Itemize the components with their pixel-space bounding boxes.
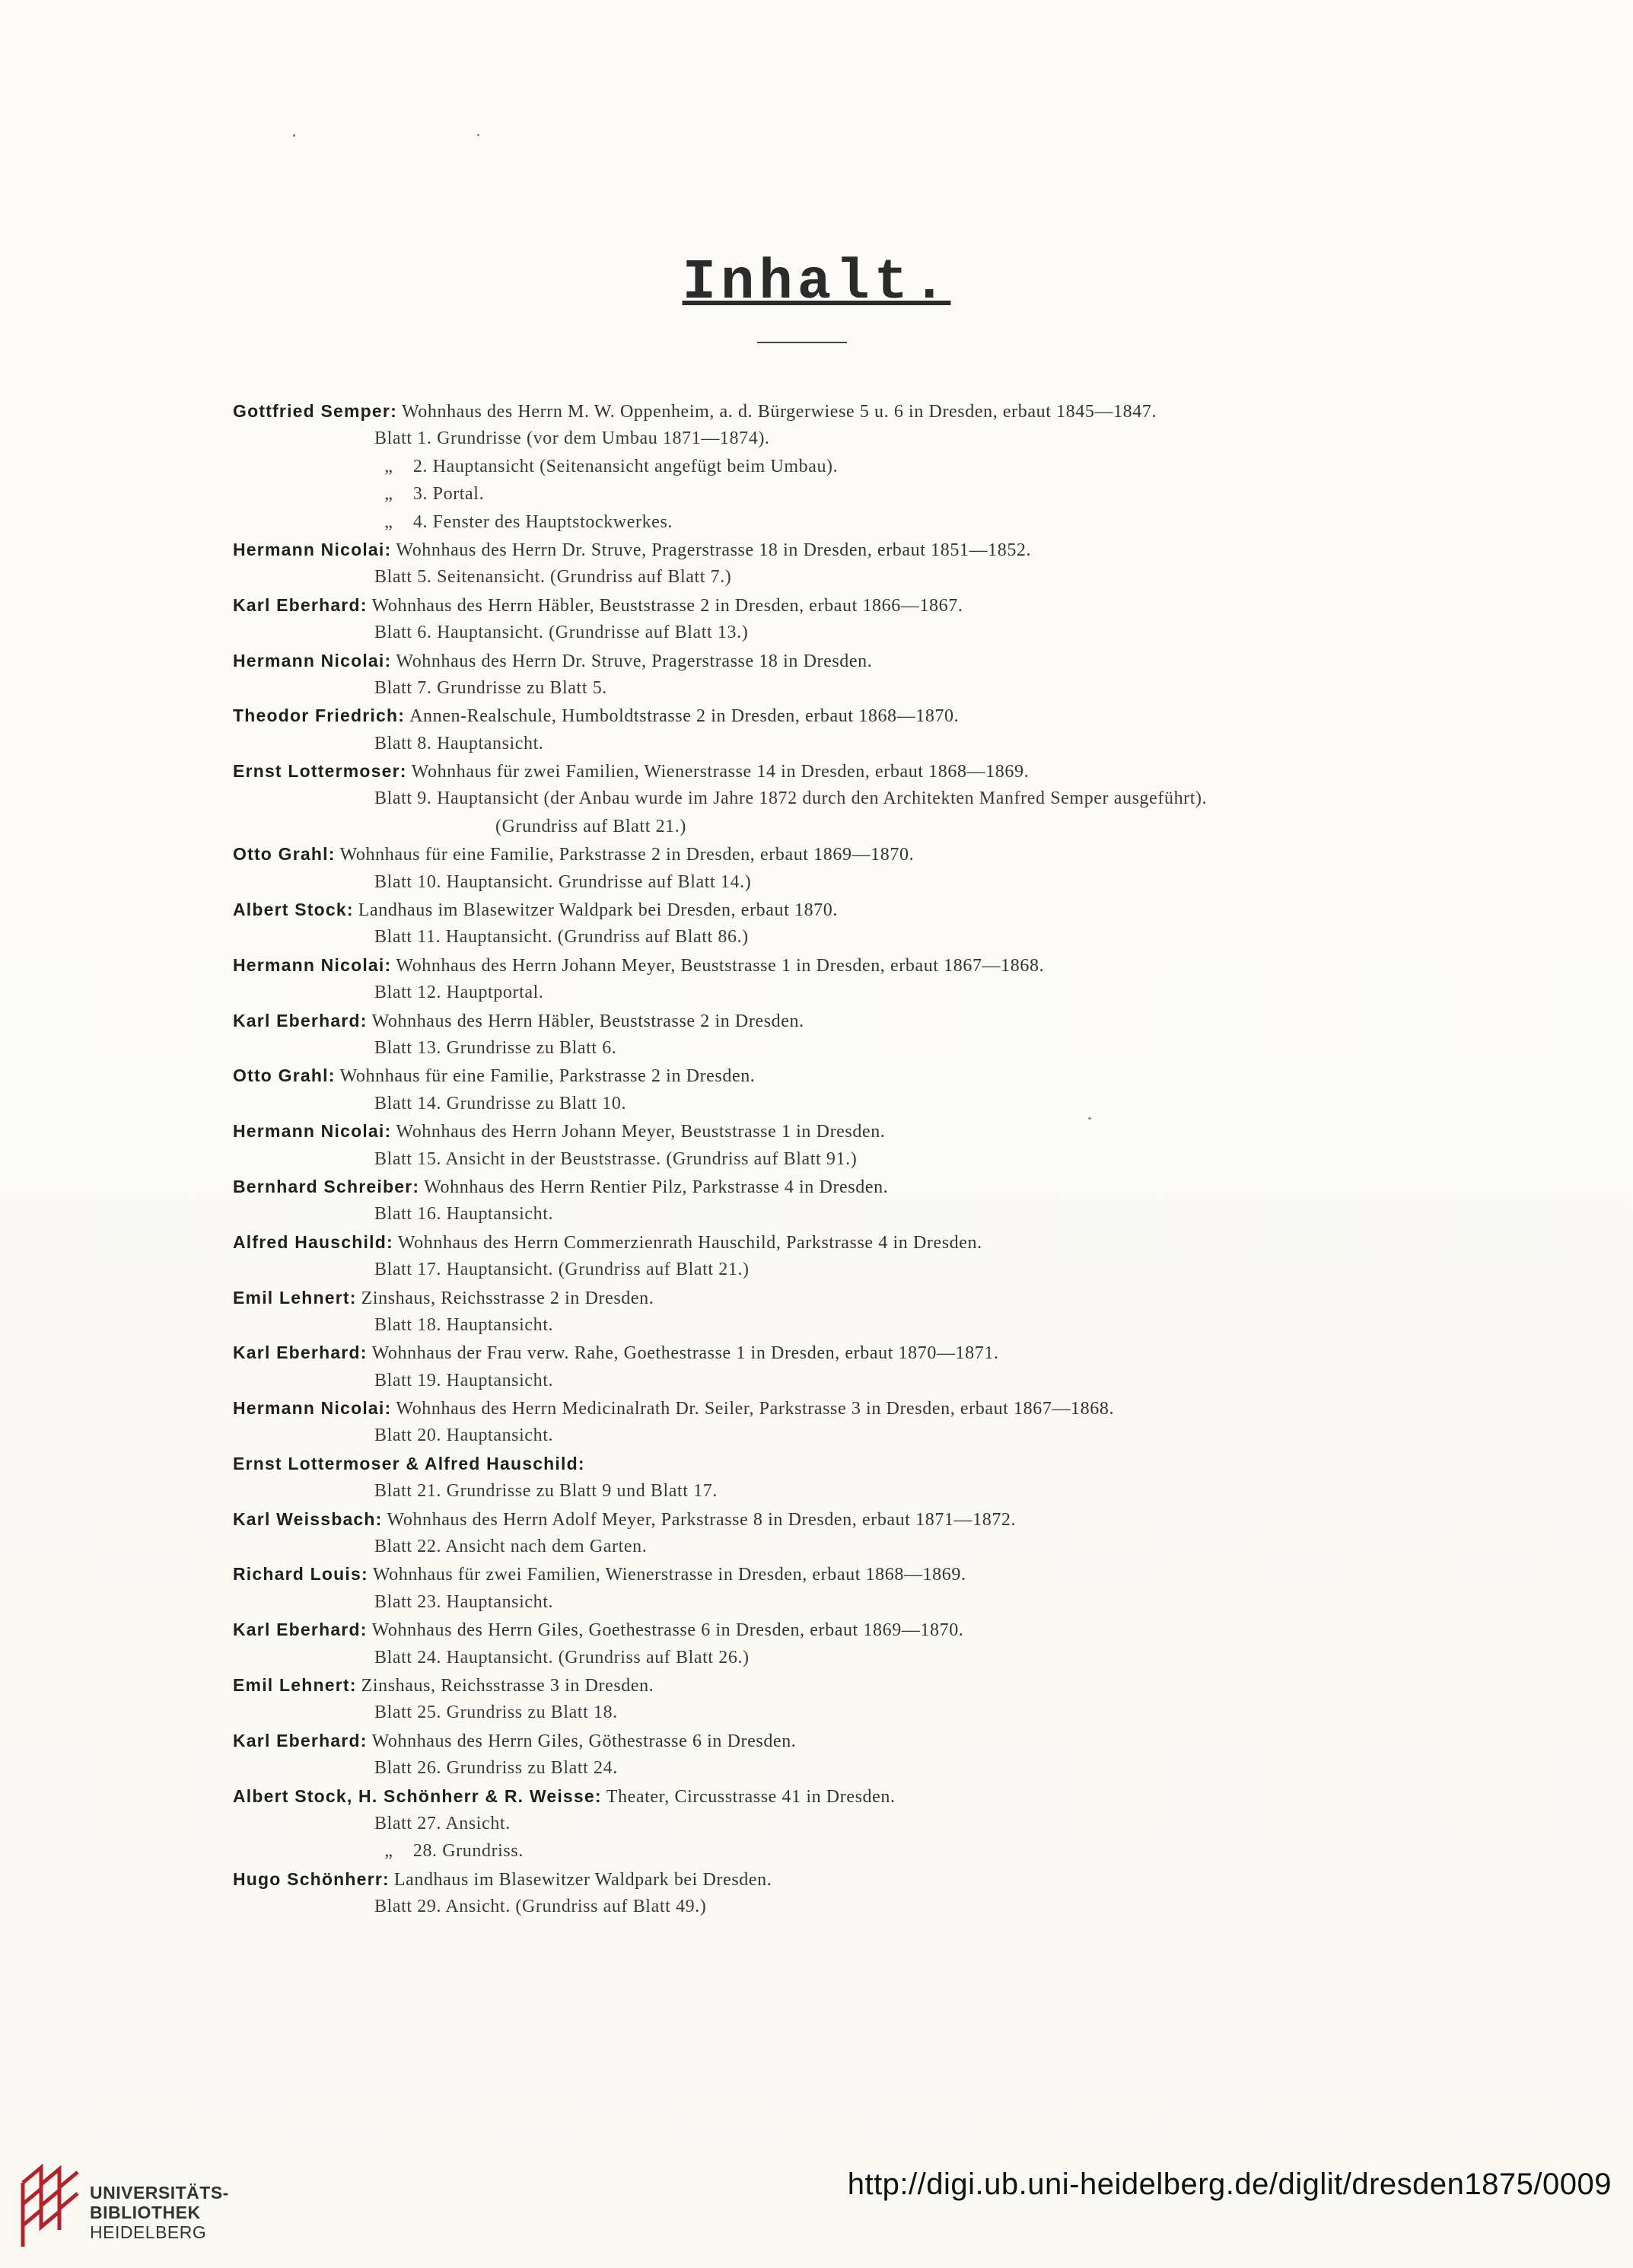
building-description: Wohnhaus des Herrn Giles, Goethestrasse 6 in Dresden, erbaut 1869—1870. (371, 1620, 964, 1641)
toc-entry (233, 951, 1420, 979)
architect-name: Karl Eberhard: (233, 1343, 368, 1363)
plate-entry: (Grundriss auf Blatt 21.) (495, 816, 686, 836)
building-description: Wohnhaus des Herrn Medicinalrath Dr. Seiler, Parkstrasse 3 in Dresden, erbaut 1867—1868. (396, 1399, 1115, 1419)
plate-entry: Blatt 19. Hauptansicht. (374, 1370, 554, 1390)
toc-entry (233, 1727, 1420, 1754)
plate-entry: Blatt 6. Hauptansicht. (Grundrisse auf Blatt 13.) (374, 623, 749, 643)
plate-entry: Blatt 10. Hauptansicht. Grundrisse auf Blatt 14.) (374, 871, 752, 892)
plate-entry: Blatt 1. Grundrisse (vor dem Umbau 1871—1874). (374, 428, 770, 449)
plate-entry: Blatt 24. Hauptansicht. (Grundriss auf Blatt 26.) (374, 1647, 750, 1668)
toc-entry (233, 1505, 1420, 1533)
plate-entry: Blatt 16. Hauptansicht. (374, 1204, 554, 1225)
plate-entry: Blatt 11. Hauptansicht. (Grundriss auf Blatt 86.) (374, 927, 749, 948)
toc-entry (233, 1339, 1420, 1366)
architect-name: Otto Grahl: (233, 1066, 336, 1086)
toc-entry (233, 397, 1420, 425)
scan-speck (293, 134, 295, 137)
plate-entry: „ 3. Portal. (374, 484, 485, 505)
building-description: Wohnhaus des Herrn Giles, Göthestrasse 6 in Dresden. (371, 1731, 797, 1751)
building-description: Landhaus im Blasewitzer Waldpark bei Dresden, erbaut 1870. (358, 900, 838, 921)
toc-entry (233, 1450, 1420, 1477)
plate-entry: „ 28. Grundriss. (374, 1841, 524, 1862)
toc-entry (233, 1394, 1420, 1422)
building-description: Wohnhaus für zwei Familien, Wienerstrasse 14 in Dresden, erbaut 1868—1869. (411, 762, 1030, 782)
architect-name: Bernhard Schreiber: (233, 1176, 420, 1196)
toc-entry (233, 1062, 1420, 1089)
building-description: Wohnhaus für eine Familie, Parkstrasse 2 in Dresden. (339, 1066, 756, 1087)
library-name-line: HEIDELBERG (90, 2222, 207, 2242)
building-description: Wohnhaus für eine Familie, Parkstrasse 2 in Dresden, erbaut 1869—1870. (339, 845, 915, 865)
toc-entry (233, 1173, 1420, 1200)
plate-entry: Blatt 27. Ansicht. (374, 1813, 511, 1833)
building-description: Wohnhaus der Frau verw. Rahe, Goethestrasse 1 in Dresden, erbaut 1870—1871. (371, 1343, 999, 1364)
toc-entry (233, 1782, 1420, 1810)
architect-name: Ernst Lottermoser: (233, 761, 407, 782)
title-divider (757, 342, 847, 343)
library-name (90, 2183, 229, 2242)
plate-entry: Blatt 22. Ansicht nach dem Garten. (374, 1537, 648, 1557)
building-description: Annen-Realschule, Humboldtstrasse 2 in Dresden, erbaut 1868—1870. (409, 706, 960, 727)
building-description: Wohnhaus des Herrn Adolf Meyer, Parkstrasse 8 in Dresden, erbaut 1871—1872. (387, 1509, 1017, 1530)
architect-name: Otto Grahl: (233, 844, 336, 865)
library-name-line: UNIVERSITÄTS- (90, 2183, 229, 2203)
architect-name: Karl Eberhard: (233, 1010, 368, 1030)
architect-name: Emil Lehnert: (233, 1674, 357, 1695)
source-url-link[interactable]: http://digi.ub.uni-heidelberg.de/diglit/dresden1875/0009 (847, 2168, 1612, 2201)
architect-name: Richard Louis: (233, 1564, 368, 1585)
plate-entry: Blatt 17. Hauptansicht. (Grundriss auf Blatt 21.) (374, 1260, 750, 1280)
building-description: Zinshaus, Reichsstrasse 3 in Dresden. (361, 1675, 654, 1696)
toc-entry (233, 757, 1420, 785)
plate-entry: Blatt 20. Hauptansicht. (374, 1425, 554, 1446)
plate-entry: Blatt 29. Ansicht. (Grundriss auf Blatt 49.) (374, 1897, 707, 1917)
architect-name: Karl Weissbach: (233, 1508, 383, 1529)
architect-name: Gottfried Semper: (233, 401, 397, 421)
plate-entry: Blatt 14. Grundrisse zu Blatt 10. (374, 1093, 627, 1113)
toc-entry (233, 896, 1420, 923)
architect-name: Karl Eberhard: (233, 1730, 368, 1750)
plate-entry: Blatt 8. Hauptansicht. (374, 733, 544, 753)
plate-entry: Blatt 15. Ansicht in der Beuststrasse. (Grundriss auf Blatt 91.) (374, 1148, 858, 1169)
plate-entry: Blatt 9. Hauptansicht (der Anbau wurde im Jahre 1872 durch den Architekten Manfred Semper ausgeführt). (374, 788, 1208, 809)
building-description: Wohnhaus des Herrn Dr. Struve, Pragerstrasse 18 in Dresden. (396, 651, 873, 671)
toc-entry (233, 1007, 1420, 1034)
plate-entry: Blatt 12. Hauptportal. (374, 983, 544, 1003)
plate-entry: „ 2. Hauptansicht (Seitenansicht angefügt beim Umbau). (374, 456, 839, 476)
scan-speck (477, 134, 479, 136)
plate-entry: „ 4. Fenster des Hauptstockwerkes. (374, 511, 673, 532)
building-description: Wohnhaus des Herrn M. W. Oppenheim, a. d. Bürgerwiese 5 u. 6 in Dresden, erbaut 1845—1847. (401, 402, 1157, 422)
toc-entry (233, 1228, 1420, 1256)
toc-entry (233, 840, 1420, 868)
architect-name: Karl Eberhard: (233, 1620, 368, 1640)
toc-entry (233, 1865, 1420, 1893)
building-description: Wohnhaus des Herrn Commerzienrath Hauschild, Parkstrasse 4 in Dresden. (397, 1232, 982, 1253)
toc-entry (233, 647, 1420, 674)
architect-name: Hermann Nicolai: (233, 539, 392, 559)
building-description: Wohnhaus des Herrn Dr. Struve, Pragerstrasse 18 in Dresden, erbaut 1851—1852. (396, 540, 1032, 560)
plate-entry: Blatt 7. Grundrisse zu Blatt 5. (374, 677, 607, 698)
building-description: Wohnhaus des Herrn Rentier Pilz, Parkstrasse 4 in Dresden. (424, 1177, 889, 1197)
plate-entry: Blatt 5. Seitenansicht. (Grundriss auf Blatt 7.) (374, 567, 732, 588)
architect-name: Hermann Nicolai: (233, 1398, 392, 1419)
architect-name: Alfred Hauschild: (233, 1231, 393, 1252)
building-description: Wohnhaus des Herrn Johann Meyer, Beuststrasse 1 in Dresden, erbaut 1867—1868. (396, 955, 1045, 976)
toc-entry (233, 702, 1420, 729)
building-description: Landhaus im Blasewitzer Waldpark bei Dresden. (393, 1869, 772, 1890)
building-description: Wohnhaus für zwei Familien, Wienerstrasse in Dresden, erbaut 1868—1869. (372, 1565, 966, 1585)
toc-entry (233, 1616, 1420, 1643)
toc-entry (233, 1560, 1420, 1588)
toc-entry (233, 1284, 1420, 1311)
building-description: Zinshaus, Reichsstrasse 2 in Dresden. (361, 1288, 654, 1308)
architect-name: Theodor Friedrich: (233, 706, 406, 726)
toc-entry (233, 536, 1420, 563)
building-description: Wohnhaus des Herrn Johann Meyer, Beuststrasse 1 in Dresden. (396, 1122, 886, 1142)
table-of-contents (233, 397, 1420, 1920)
building-description: Wohnhaus des Herrn Häbler, Beuststrasse 2 in Dresden, erbaut 1866—1867. (371, 595, 963, 616)
architect-name: Hermann Nicolai: (233, 1121, 392, 1142)
plate-entry: Blatt 26. Grundriss zu Blatt 24. (374, 1758, 618, 1779)
plate-entry: Blatt 13. Grundrisse zu Blatt 6. (374, 1037, 617, 1058)
plate-entry: Blatt 21. Grundrisse zu Blatt 9 und Blatt 17. (374, 1481, 718, 1502)
architect-name: Karl Eberhard: (233, 594, 368, 615)
toc-entry (233, 1671, 1420, 1699)
page-title: Inhalt. (682, 251, 951, 315)
library-name-line: BIBLIOTHEK (90, 2203, 201, 2222)
architect-name: Albert Stock, H. Schönherr & R. Weisse: (233, 1785, 602, 1806)
architect-name: Albert Stock: (233, 900, 354, 920)
architect-name: Hugo Schönherr: (233, 1868, 390, 1889)
toc-entry (233, 591, 1420, 619)
building-description: Theater, Circusstrasse 41 in Dresden. (606, 1786, 896, 1807)
architect-name: Hermann Nicolai: (233, 650, 392, 671)
toc-entry (233, 1117, 1420, 1145)
building-description: Wohnhaus des Herrn Häbler, Beuststrasse 2 in Dresden. (371, 1011, 804, 1031)
architect-name: Ernst Lottermoser & Alfred Hauschild: (233, 1453, 585, 1473)
plate-entry: Blatt 23. Hauptansicht. (374, 1591, 554, 1612)
plate-entry: Blatt 18. Hauptansicht. (374, 1314, 554, 1335)
architect-name: Emil Lehnert: (233, 1287, 357, 1308)
plate-entry: Blatt 25. Grundriss zu Blatt 18. (374, 1703, 618, 1723)
architect-name: Hermann Nicolai: (233, 954, 392, 975)
scan-speck (1088, 1117, 1091, 1120)
